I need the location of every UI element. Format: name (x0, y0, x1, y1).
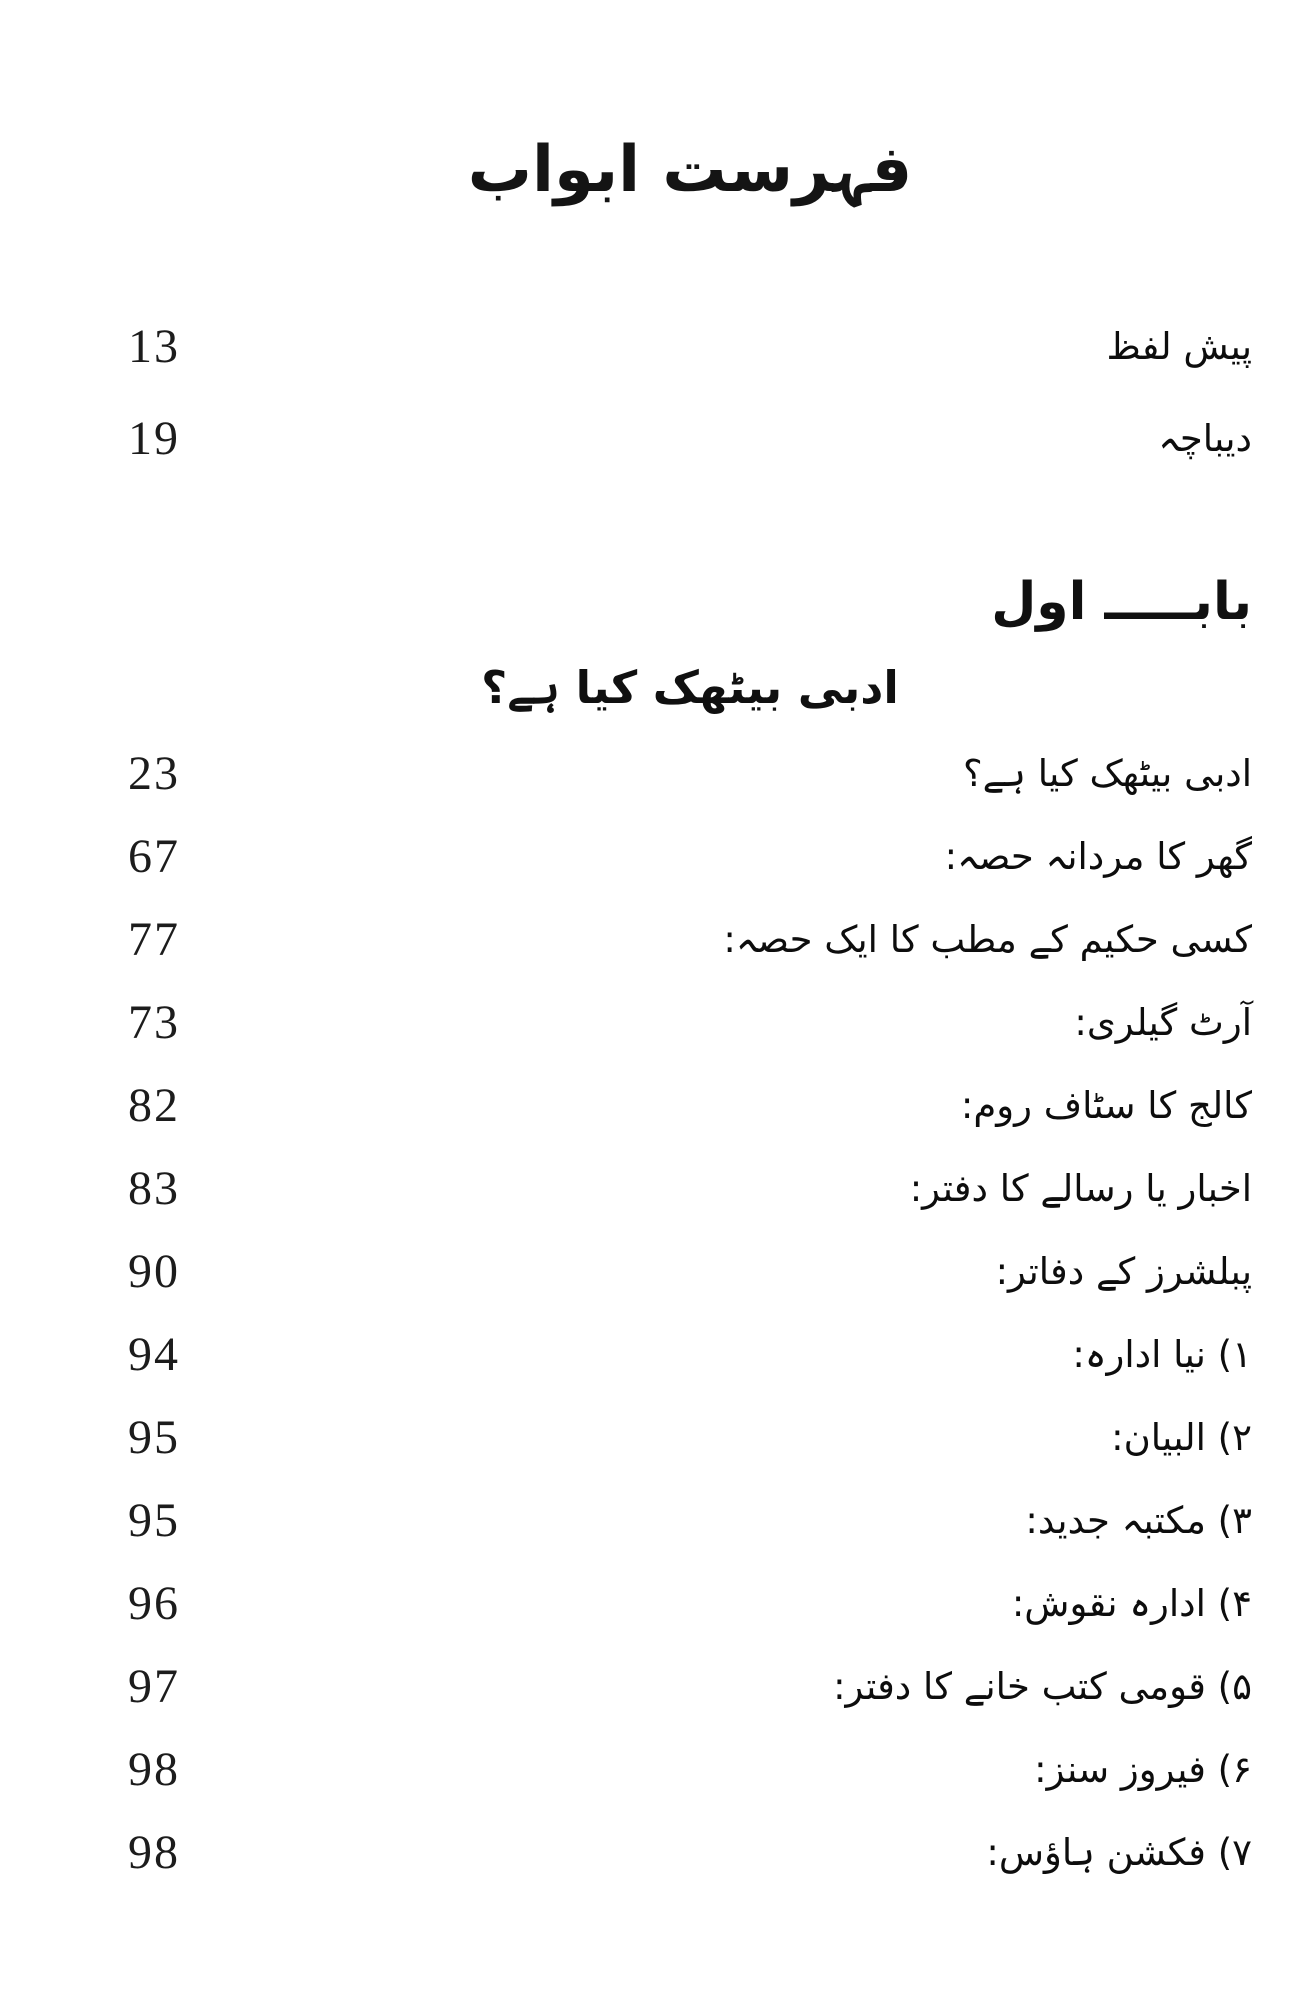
chapter-entries-list (128, 732, 1252, 1894)
toc-page-number: 94 (128, 1328, 180, 1381)
toc-page-number: 95 (128, 1494, 180, 1547)
toc-page-number: 90 (128, 1245, 180, 1298)
toc-entry-label: اخبار یا رسالے کا دفتر: (909, 1167, 1252, 1210)
toc-page-number: 19 (128, 411, 180, 465)
chapter-heading: بابـــــ اول (991, 572, 1252, 632)
toc-page-number: 96 (128, 1577, 180, 1630)
toc-entry-label: پبلشرز کے دفاتر: (995, 1250, 1252, 1293)
toc-page-number: 82 (128, 1079, 180, 1132)
toc-entry-label: دیباچہ (1158, 416, 1252, 460)
toc-row (128, 392, 1252, 484)
toc-row (128, 1645, 1252, 1728)
toc-row (128, 1147, 1252, 1230)
front-matter-list (128, 300, 1252, 484)
toc-row (128, 1396, 1252, 1479)
toc-entry-label: آرٹ گیلری: (1074, 1001, 1252, 1044)
toc-entry-label: گھر کا مردانہ حصہ: (944, 835, 1252, 878)
toc-page-number: 13 (128, 319, 180, 373)
toc-page-number: 98 (128, 1826, 180, 1879)
toc-row (128, 732, 1252, 815)
toc-row (128, 300, 1252, 392)
toc-entry-label: ۶) فیروز سنز: (1034, 1748, 1252, 1791)
toc-row (128, 1230, 1252, 1313)
toc-row (128, 1064, 1252, 1147)
toc-row (128, 1313, 1252, 1396)
toc-entry-label: کسی حکیم کے مطب کا ایک حصہ: (723, 918, 1252, 961)
toc-entry-label: ۱) نیا ادارہ: (1072, 1333, 1252, 1376)
toc-entry-label: ادبی بیٹھک کیا ہے؟ (962, 752, 1252, 795)
toc-page-number: 73 (128, 996, 180, 1049)
toc-entry-label: ۳) مکتبہ جدید: (1025, 1499, 1252, 1542)
toc-entry-label: ۲) البیان: (1111, 1416, 1252, 1459)
toc-page-number: 97 (128, 1660, 180, 1713)
toc-entry-label: ۴) ادارہ نقوش: (1011, 1582, 1252, 1625)
toc-entry-label: پیش لفظ (1106, 324, 1252, 368)
toc-entry-label: ۵) قومی کتب خانے کا دفتر: (833, 1665, 1252, 1708)
toc-page-number: 83 (128, 1162, 180, 1215)
toc-page-number: 67 (128, 830, 180, 883)
toc-page-number: 23 (128, 747, 180, 800)
toc-page-number: 98 (128, 1743, 180, 1796)
toc-row (128, 981, 1252, 1064)
toc-row (128, 1728, 1252, 1811)
page-title: فہرست ابواب (467, 133, 913, 207)
toc-row (128, 815, 1252, 898)
toc-row (128, 898, 1252, 981)
toc-row (128, 1479, 1252, 1562)
toc-row (128, 1811, 1252, 1894)
chapter-subheading: ادبی بیٹھک کیا ہے؟ (481, 661, 899, 714)
toc-row (128, 1562, 1252, 1645)
toc-entry-label: کالج کا سٹاف روم: (960, 1084, 1252, 1127)
toc-entry-label: ۷) فکشن ہاؤس: (986, 1831, 1252, 1874)
toc-page-number: 95 (128, 1411, 180, 1464)
toc-page-number: 77 (128, 913, 180, 966)
toc-content (0, 96, 1314, 2000)
